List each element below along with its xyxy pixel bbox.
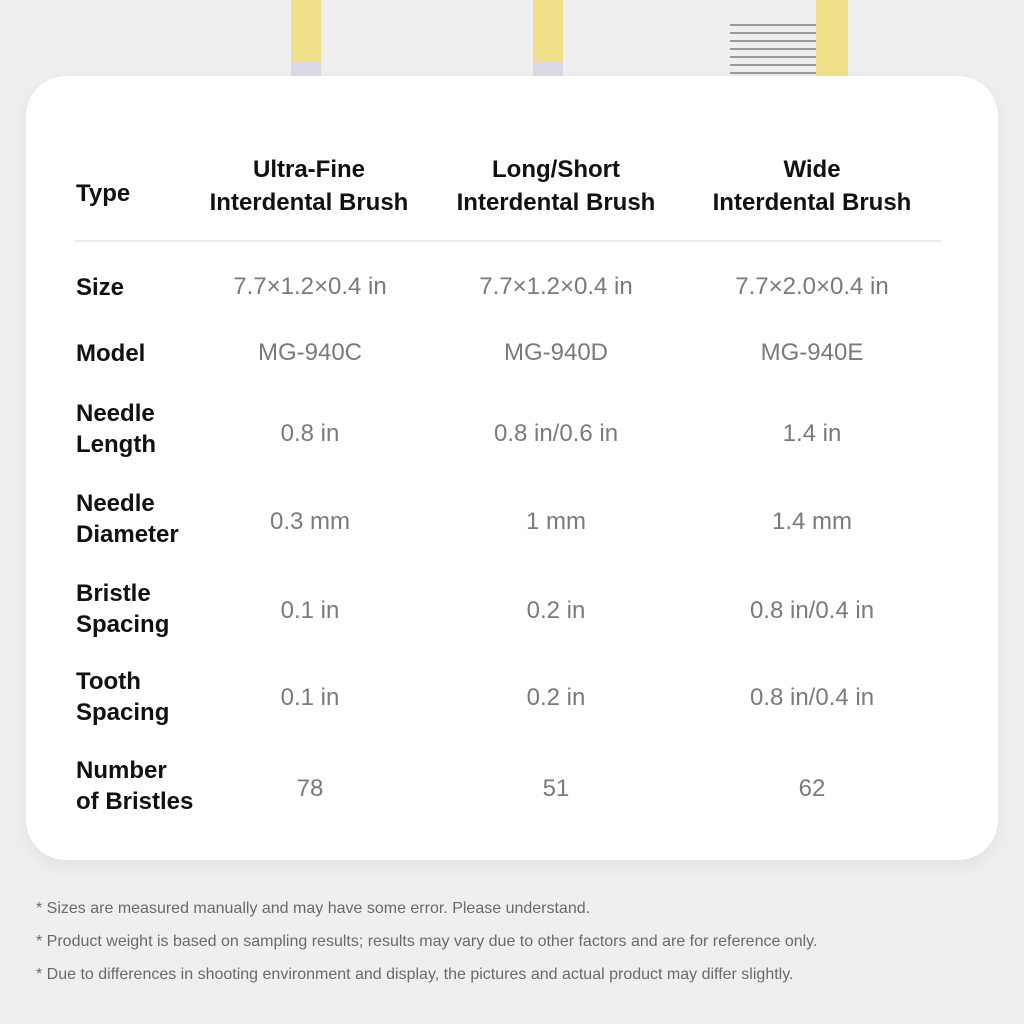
model-ultra-fine: MG-940C [257,339,363,366]
number-of-bristles-long-short: 51 [542,775,570,802]
number-of-bristles-label: Number of Bristles [76,757,194,815]
needle-length-label: Needle Length [76,400,156,458]
size-wide: 7.7×2.0×0.4 in [735,273,889,300]
column-header-long-short: Long/Short Interdental Brush [456,156,656,216]
brush-handle [291,0,321,62]
bristle-spacing-wide: 0.8 in/0.4 in [749,597,875,624]
header-divider [75,240,941,242]
size-ultra-fine: 7.7×1.2×0.4 in [233,273,387,300]
column-header-wide: Wide Interdental Brush [712,156,912,216]
size-long-short: 7.7×1.2×0.4 in [479,273,633,300]
tooth-spacing-long-short: 0.2 in [526,684,586,711]
footnote-sizes: * Sizes are measured manually and may have some error. Please understand. [36,900,591,917]
bristle-spacing-long-short: 0.2 in [526,597,586,624]
tooth-spacing-wide: 0.8 in/0.4 in [749,684,875,711]
model-long-short: MG-940D [503,339,609,366]
needle-diameter-long-short: 1 mm [526,508,586,535]
footnote-display: * Due to differences in shooting environment and display, the pictures and actual product may differ slightly. [36,966,794,983]
footnote-weight: * Product weight is based on sampling results; results may vary due to other factors and are for reference only. [36,933,818,950]
needle-diameter-ultra-fine: 0.3 mm [269,508,350,535]
brush-handle [533,0,563,62]
model-label: Model [76,340,146,367]
needle-diameter-wide: 1.4 mm [771,508,852,535]
number-of-bristles-wide: 62 [798,775,826,802]
needle-length-ultra-fine: 0.8 in [280,420,340,447]
bristle-spacing-ultra-fine: 0.1 in [280,597,340,624]
needle-length-long-short: 0.8 in/0.6 in [493,420,619,447]
bristle-spacing-label: Bristle Spacing [76,580,170,638]
needle-length-wide: 1.4 in [782,420,842,447]
column-header-ultra-fine: Ultra-Fine Interdental Brush [209,156,409,216]
number-of-bristles-ultra-fine: 78 [296,775,324,802]
needle-diameter-label: Needle Diameter [76,490,179,548]
model-wide: MG-940E [760,339,864,366]
tooth-spacing-ultra-fine: 0.1 in [280,684,340,711]
tooth-spacing-label: Tooth Spacing [76,668,170,726]
type-label: Type [76,180,131,207]
size-label: Size [76,274,125,301]
